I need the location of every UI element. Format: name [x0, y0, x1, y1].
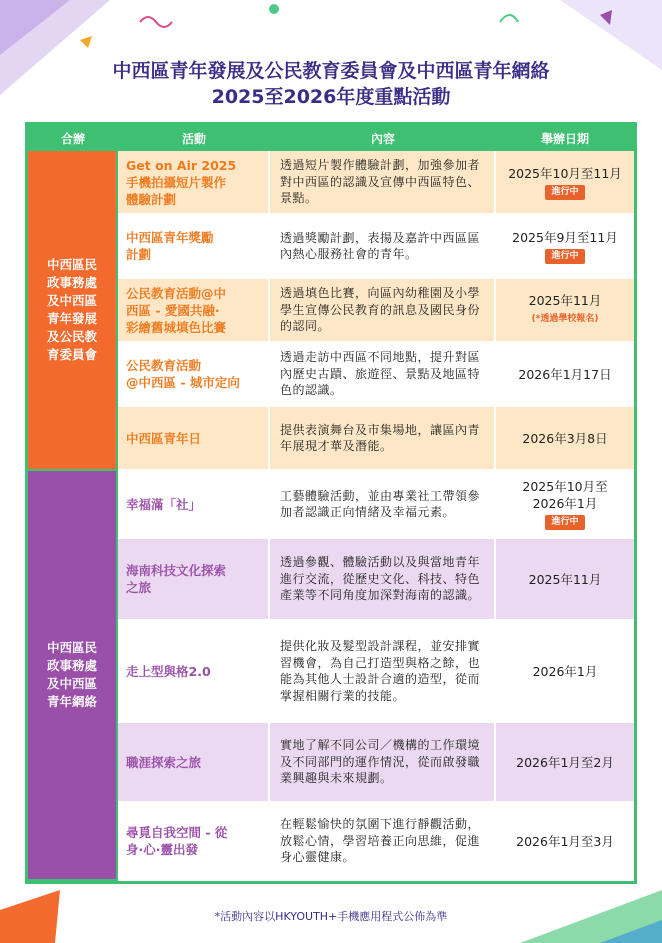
activity-date-cell	[496, 539, 634, 621]
activity-date: 2025年11月	[528, 571, 602, 587]
activity-name: 尋覓自我空間 - 從 身·心·靈出發	[118, 803, 270, 881]
activity-content: 工藝體驗活動，並由專業社工帶領參加者認識正向情緒及幸福元素。	[270, 471, 496, 539]
table-row	[28, 621, 634, 723]
table-row	[28, 279, 634, 343]
table-row	[28, 215, 634, 279]
footer-note: *活動內容以HKYOUTH+手機應用程式公佈為準	[214, 910, 448, 923]
activity-content: 提供表演舞台及市集場地，讓區內青年展現才華及潛能。	[270, 407, 496, 471]
activity-date-cell	[496, 151, 634, 215]
table-row	[28, 151, 634, 215]
activity-name: 公民教育活動@中 西區 - 愛國共融· 彩繪舊城填色比賽	[118, 279, 270, 343]
activity-date-cell	[496, 343, 634, 407]
activity-name: 職涯探索之旅	[118, 723, 270, 803]
registration-note: (*透過學校報名)	[531, 314, 599, 324]
activity-date: 2026年3月8日	[522, 430, 608, 446]
activity-date-cell	[496, 723, 634, 803]
activities-table	[25, 122, 637, 884]
table-row	[28, 471, 634, 539]
activity-date: 2025年10月至 2026年1月	[522, 479, 608, 511]
activity-content: 實地了解不同公司／機構的工作環境及不同部門的運作情況，從而啟發職業興趣與未來規劃。	[270, 723, 496, 803]
activity-date-cell	[496, 407, 634, 471]
title-line-2: 2025至2026年度重點活動	[211, 86, 451, 108]
activity-content: 透過獎勵計劃，表揚及嘉許中西區區內熱心服務社會的青年。	[270, 215, 496, 279]
activity-content: 透過短片製作體驗計劃，加強參加者對中西區的認識及宣傳中西區特色、景點。	[270, 151, 496, 215]
activity-date-cell	[496, 215, 634, 279]
title-line-1: 中西區青年發展及公民教育委員會及中西區青年網絡	[112, 60, 550, 82]
status-badge: 進行中	[545, 515, 584, 530]
activity-content: 透過參觀、體驗活動以及與當地青年進行交流，從歷史文化、科技、特色產業等不同角度加深對海南的認識。	[270, 539, 496, 621]
activity-date: 2026年1月	[532, 663, 598, 679]
activity-name: 走上型與格2.0	[118, 621, 270, 723]
activity-name: 公民教育活動 @中西區 - 城市定向	[118, 343, 270, 407]
activity-date: 2025年11月	[528, 293, 602, 308]
header-content: 內容	[370, 131, 395, 146]
activity-name: 中西區青年日	[118, 407, 270, 471]
status-badge: 進行中	[545, 185, 584, 200]
activity-name: Get on Air 2025 手機拍攝短片製作 體驗計劃	[118, 151, 270, 215]
header-date: 舉辦日期	[540, 131, 589, 146]
activity-date-cell	[496, 621, 634, 723]
activity-name: 中西區青年獎勵 計劃	[118, 215, 270, 279]
table-row	[28, 803, 634, 881]
activity-date-cell	[496, 471, 634, 539]
activity-date: 2026年1月17日	[518, 366, 612, 382]
status-badge: 進行中	[545, 249, 584, 264]
activity-content: 在輕鬆愉快的氛圍下進行靜觀活動，放鬆心情，學習培養正向思維，促進身心靈健康。	[270, 803, 496, 881]
activity-content: 提供化妝及髮型設計課程，並安排實習機會，為自己打造型與格之餘，也能為其他人士設計合適的造型，從而掌握相關行業的技能。	[270, 621, 496, 723]
activity-content: 透過走訪中西區不同地點，提升對區內歷史古蹟、旅遊徑、景點及地區特色的認識。	[270, 343, 496, 407]
table-row	[28, 539, 634, 621]
activity-date: 2026年1月至3月	[516, 833, 614, 849]
activity-content: 透過填色比賽，向區內幼稚園及小學學生宣傳公民教育的訊息及國民身份的認同。	[270, 279, 496, 343]
activity-date-cell	[496, 279, 634, 343]
activity-date: 2026年1月至2月	[516, 754, 614, 770]
table-row	[28, 343, 634, 407]
organiser-cell: 中西區民 政事務處 及中西區 青年網絡	[28, 471, 116, 879]
activity-name: 海南科技文化探索 之旅	[118, 539, 270, 621]
activity-name: 幸福滿「社」	[118, 471, 270, 539]
organiser-cell: 中西區民 政事務處 及中西區 青年發展 及公民教 育委員會	[28, 151, 116, 469]
activity-date: 2025年10月至11月	[508, 165, 622, 181]
table-row	[28, 723, 634, 803]
header-organiser: 合辦	[60, 131, 85, 146]
activity-date-cell	[496, 803, 634, 881]
activity-date: 2025年9月至11月	[512, 229, 618, 245]
page-title	[0, 58, 662, 110]
header-activity: 活動	[181, 131, 206, 146]
table-row	[28, 407, 634, 471]
